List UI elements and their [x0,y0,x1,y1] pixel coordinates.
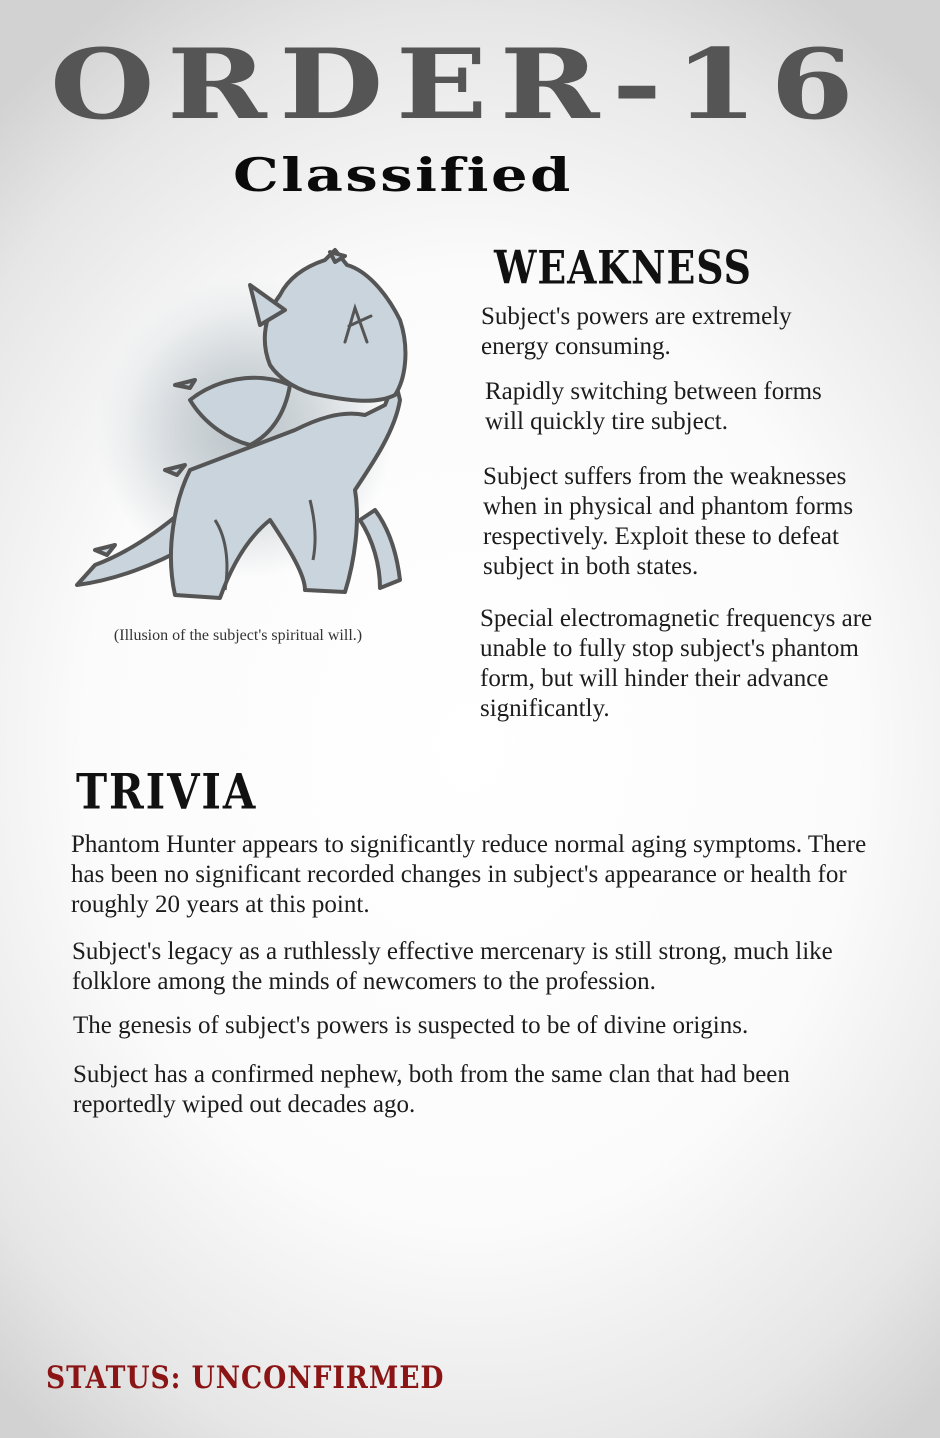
illustration-caption: (Illusion of the subject's spiritual will.) [113,627,363,644]
trivia-item: Phantom Hunter appears to significantly reduce normal aging symptoms. There has been no significant recorded changes in subject's appearance or health for roughly 20 years at this point. [71,831,867,918]
phantom-wolf-illustration [55,220,435,620]
trivia-item: Subject has a confirmed nephew, both from the same clan that had been reportedly wiped out decades ago. [73,1061,790,1118]
trivia-item: Subject's legacy as a ruthlessly effective mercenary is still strong, much like folklore among the minds of newcomers to the profession. [72,938,833,995]
page-title: ORDER-16 [50,28,867,141]
illustration [55,220,435,620]
trivia-item: The genesis of subject's powers is suspected to be of divine origins. [73,1012,749,1039]
weakness-item: Subject suffers from the weaknesses when in physical and phantom forms respectively. Exploit these to defeat subject in both states. [483,463,854,580]
classified-subtitle: Classified [233,148,573,202]
weakness-item: Rapidly switching between forms will quickly tire subject. [485,378,822,435]
weakness-heading: WEAKNESS [494,240,752,295]
trivia-heading: TRIVIA [76,764,258,821]
status-label: STATUS: UNCONFIRMED [46,1359,445,1396]
weakness-item: Special electromagnetic frequencys are unable to fully stop subject's phantom form, but will hinder their advance significantly. [480,605,873,722]
weakness-item: Subject's powers are extremely energy consuming. [481,303,792,360]
